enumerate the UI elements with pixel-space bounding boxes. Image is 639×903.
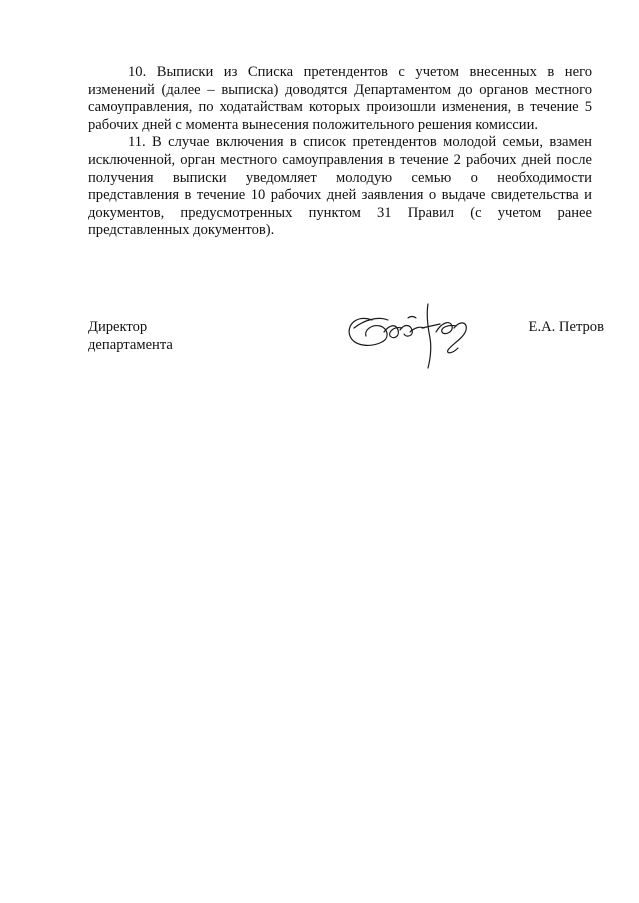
signatory-position	[88, 318, 173, 354]
handwritten-signature	[344, 298, 474, 370]
paragraph-11: 11. В случае включения в список претендентов молодой семьи, взамен исключенной, орган местного самоуправления в течение 2 рабочих дней после получения выписки уведомляет молодую семью о необходимости представления в течение 10 рабочих дней заявления о выдаче свидетельства и документов, предусмотренных пунктом 31 Правил (с учетом ранее представленных документов).	[88, 134, 592, 239]
signatory-position-line1: Директор	[88, 319, 148, 335]
paragraph-10: 10. Выписки из Списка претендентов с учетом внесенных в него изменений (далее – выписка) доводятся Департаментом до органов местного самоуправления, по ходатайствам которых произошли изменения, в течение 5 рабочих дней с момента вынесения положительного решения комиссии.	[88, 64, 592, 133]
document-body	[88, 64, 592, 240]
signatory-name: Е.А. Петров	[528, 319, 604, 335]
signatory-position-line2: департамента	[88, 337, 173, 353]
signature-block	[88, 316, 604, 376]
